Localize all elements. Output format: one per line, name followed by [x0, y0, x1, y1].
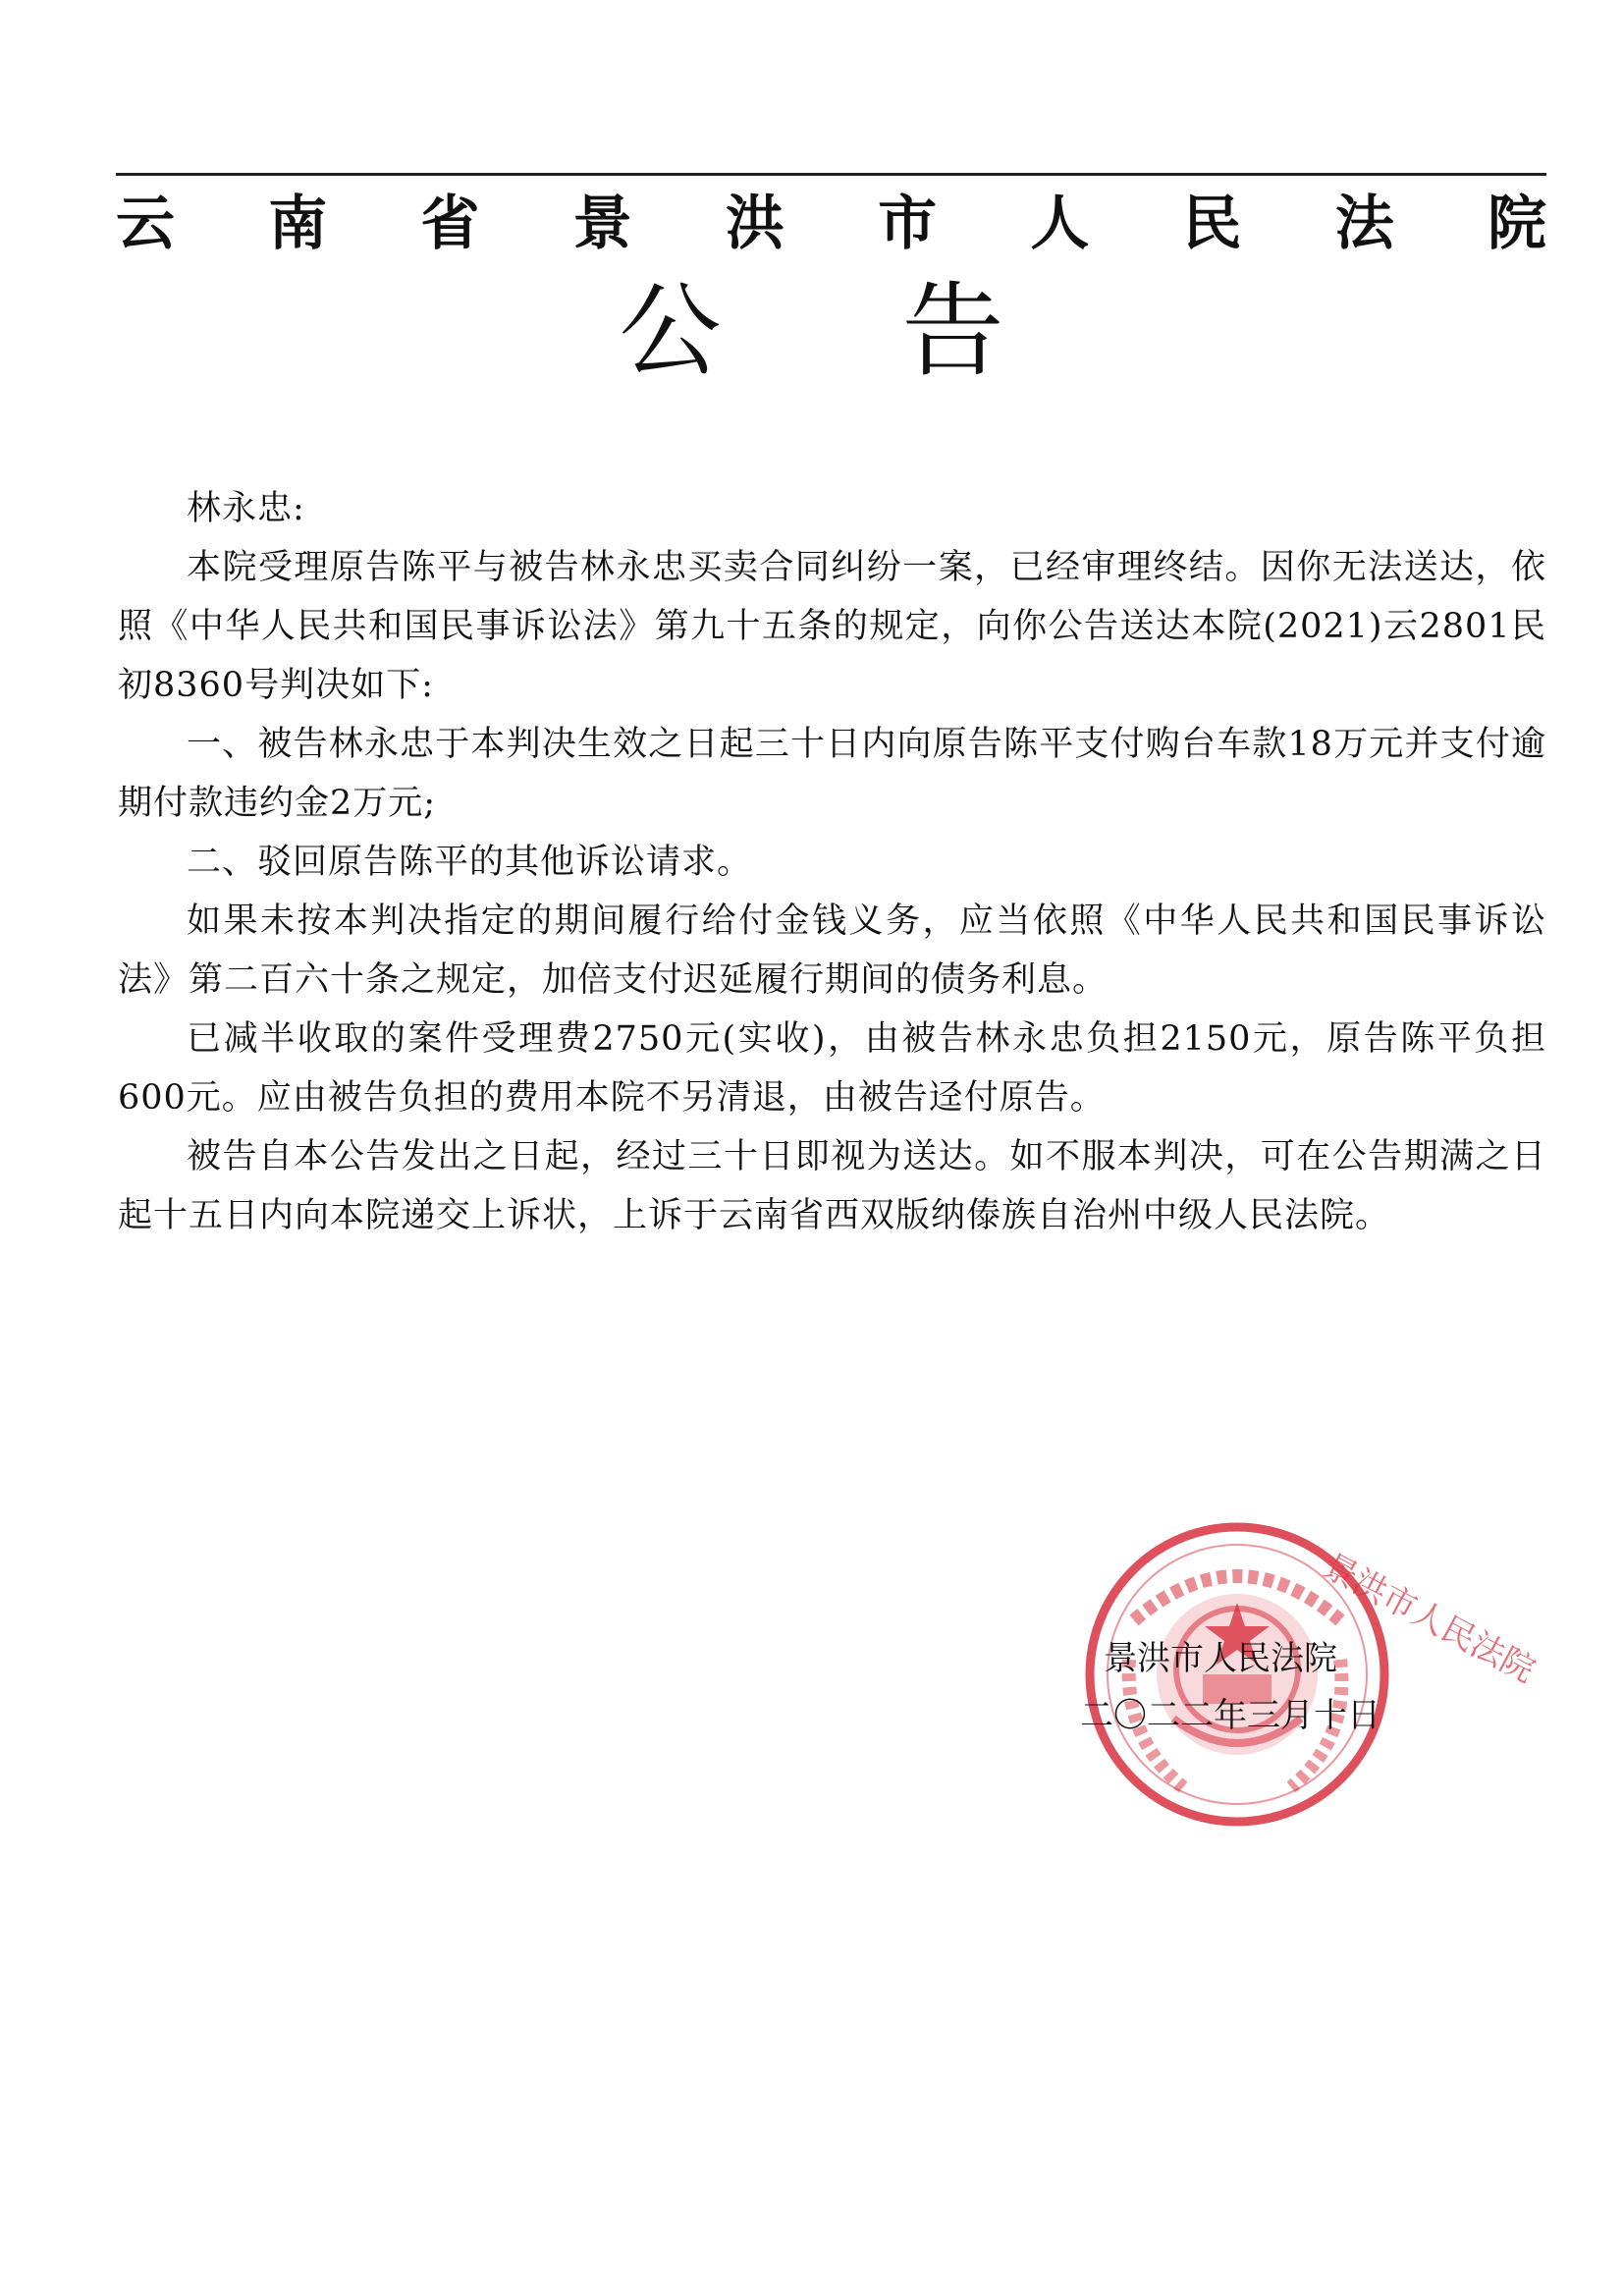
title-char: 告	[901, 271, 1004, 391]
seal-text: 景洪市人民法院	[1316, 1546, 1542, 1691]
paragraph-judgment-item-1: 一、被告林永忠于本判决生效之日起三十日内向原告陈平支付购台车款18万元并支付逾期付款违约金2万元;	[118, 725, 1546, 823]
court-name-heading	[116, 185, 1546, 263]
court-name-char: 洪	[725, 190, 784, 258]
court-name-char: 院	[1487, 190, 1546, 258]
paragraph-appeal: 被告自本公告发出之日起，经过三十日即视为送达。如不服本判决，可在公告期满之日起十五日内向本院递交上诉状，上诉于云南省西双版纳傣族自治州中级人民法院。	[118, 1137, 1546, 1235]
paragraph-judgment-item-2: 二、驳回原告陈平的其他诉讼请求。	[187, 843, 753, 882]
paragraph-delay-interest: 如果未按本判决指定的期间履行给付金钱义务，应当依照《中华人民共和国民事诉讼法》第二百六十条之规定，加倍支付迟延履行期间的债务利息。	[118, 902, 1546, 1000]
court-name-char: 南	[268, 190, 328, 258]
notice-title	[0, 267, 1623, 395]
court-name-char: 市	[878, 190, 938, 258]
signing-date: 二〇二二年三月十日	[1080, 1696, 1380, 1735]
paragraph-service: 本院受理原告陈平与被告林永忠买卖合同纠纷一案，已经审理终结。因你无法送达，依照《中华人民共和国民事诉讼法》第九十五条的规定，向你公告送达本院(2021)云2801民初8360号判决如下:	[118, 548, 1546, 705]
signature-block	[1080, 1630, 1434, 1744]
header-rule	[116, 173, 1546, 176]
court-name-char: 法	[1334, 190, 1394, 258]
court-name-char: 省	[420, 190, 480, 258]
notice-body	[118, 479, 1546, 1245]
court-name-char: 人	[1030, 190, 1090, 258]
court-name-char: 景	[572, 190, 632, 258]
signing-court: 景洪市人民法院	[1104, 1639, 1337, 1678]
court-name-char: 云	[116, 190, 175, 258]
court-name-char: 民	[1182, 190, 1242, 258]
paragraph-court-fee: 已减半收取的案件受理费2750元(实收)，由被告林永忠负担2150元，原告陈平负担600元。应由被告负担的费用本院不另清退，由被告迳付原告。	[118, 1019, 1546, 1118]
title-char: 公	[619, 271, 722, 391]
addressee: 林永忠:	[187, 489, 305, 528]
